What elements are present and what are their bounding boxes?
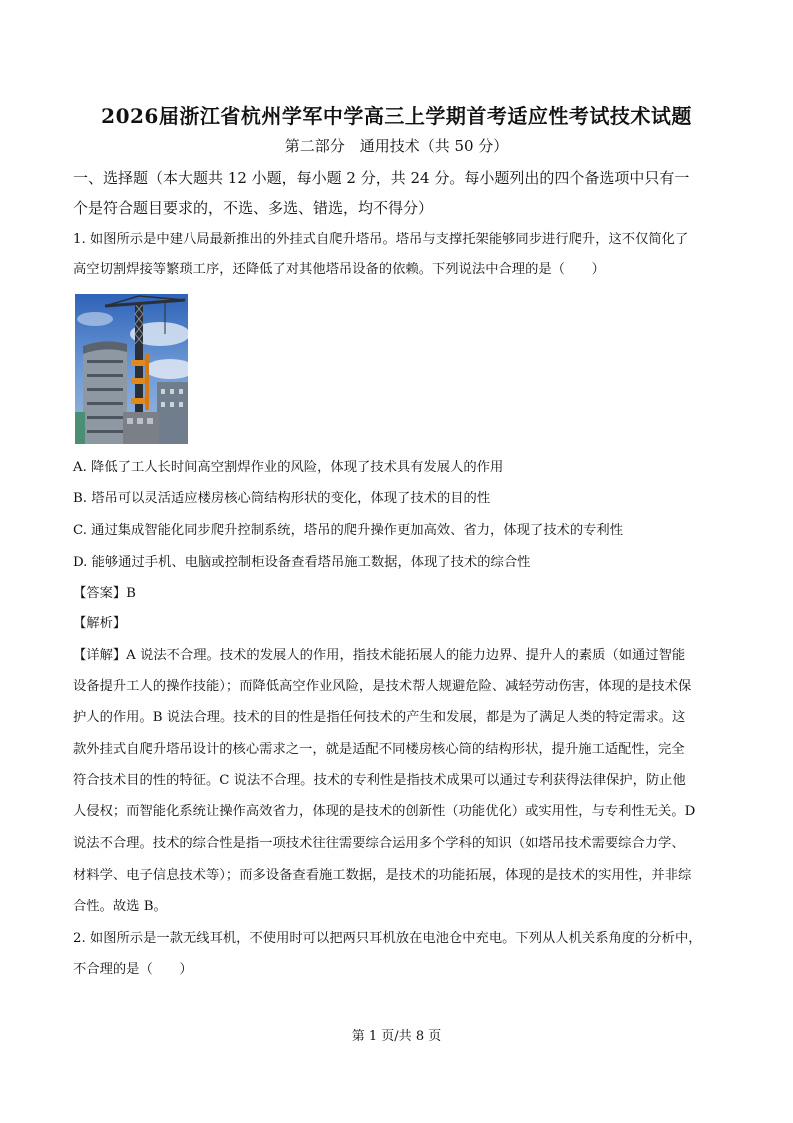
detail-line: 设备提升工人的操作技能）；而降低高空作业风险，是技术帮人规避危险、减轻劳动伤害，体现的是技术保 bbox=[73, 679, 692, 694]
detail-line: 款外挂式自爬升塔吊设计的核心需求之一，就是适配不同楼房核心筒的结构形状，提升施工适配性，完全 bbox=[73, 742, 685, 757]
section-heading: 一、选择题（本大题共 12 小题，每小题 2 分，共 24 分。每小题列出的四个备选项中只有一 bbox=[73, 169, 690, 187]
option-d: D. 能够通过手机、电脑或控制柜设备查看塔吊施工数据，体现了技术的综合性 bbox=[73, 555, 531, 570]
exam-title: 2026届浙江省杭州学军中学高三上学期首考适应性考试技术试题 bbox=[101, 104, 692, 128]
tower-crane-photo bbox=[75, 294, 188, 444]
detail-line: 说法不合理。技术的综合性是指一项技术往往需要综合运用多个学科的知识（如塔吊技术需要综合力学、 bbox=[73, 836, 685, 851]
detail-line: 合性。故选 B。 bbox=[73, 899, 167, 914]
option-c: C. 通过集成智能化同步爬升控制系统，塔吊的爬升操作更加高效、省力，体现了技术的专利性 bbox=[73, 523, 624, 538]
question-2-stem-cont: 不合理的是（ ） bbox=[73, 962, 193, 977]
exam-subtitle: 第二部分 通用技术（共 50 分） bbox=[284, 137, 509, 155]
question-1-stem: 1. 如图所示是中建八局最新推出的外挂式自爬升塔吊。塔吊与支撑托架能够同步进行爬升，这不仅简化了 bbox=[73, 232, 689, 247]
option-a: A. 降低了工人长时间高空割焊作业的风险，体现了技术具有发展人的作用 bbox=[73, 460, 504, 475]
page-number: 第 1 页/共 8 页 bbox=[351, 1029, 442, 1044]
detail-line: 人侵权；而智能化系统让操作高效省力，体现的是技术的创新性（功能优化）或实用性，与专利性无关。D bbox=[73, 804, 696, 819]
analysis-label: 【解析】 bbox=[73, 616, 127, 631]
detail-line: 符合技术目的性的特征。C 说法不合理。技术的专利性是指技术成果可以通过专利获得法律保护，防止他 bbox=[73, 773, 686, 788]
option-b: B. 塔吊可以灵活适应楼房核心筒结构形状的变化，体现了技术的目的性 bbox=[73, 491, 491, 506]
detail-line: 材料学、电子信息技术等）；而多设备查看施工数据，是技术的功能拓展，体现的是技术的实用性，并非综 bbox=[73, 868, 692, 883]
detail-line: 护人的作用。B 说法合理。技术的目的性是指任何技术的产生和发展，都是为了满足人类的特定需求。这 bbox=[73, 710, 686, 725]
answer-label: 【答案】B bbox=[73, 586, 136, 601]
question-2-stem: 2. 如图所示是一款无线耳机，不使用时可以把两只耳机放在电池仓中充电。下列从人机关系角度的分析中， bbox=[73, 931, 702, 946]
detail-line: 【详解】A 说法不合理。技术的发展人的作用，指技术能拓展人的能力边界、提升人的素质（如通过智能 bbox=[73, 648, 686, 663]
question-1-stem-cont: 高空切割焊接等繁琐工序，还降低了对其他塔吊设备的依赖。下列说法中合理的是（ ） bbox=[73, 262, 605, 277]
section-heading-cont: 个是符合题目要求的，不选、多选、错选，均不得分） bbox=[73, 199, 434, 217]
